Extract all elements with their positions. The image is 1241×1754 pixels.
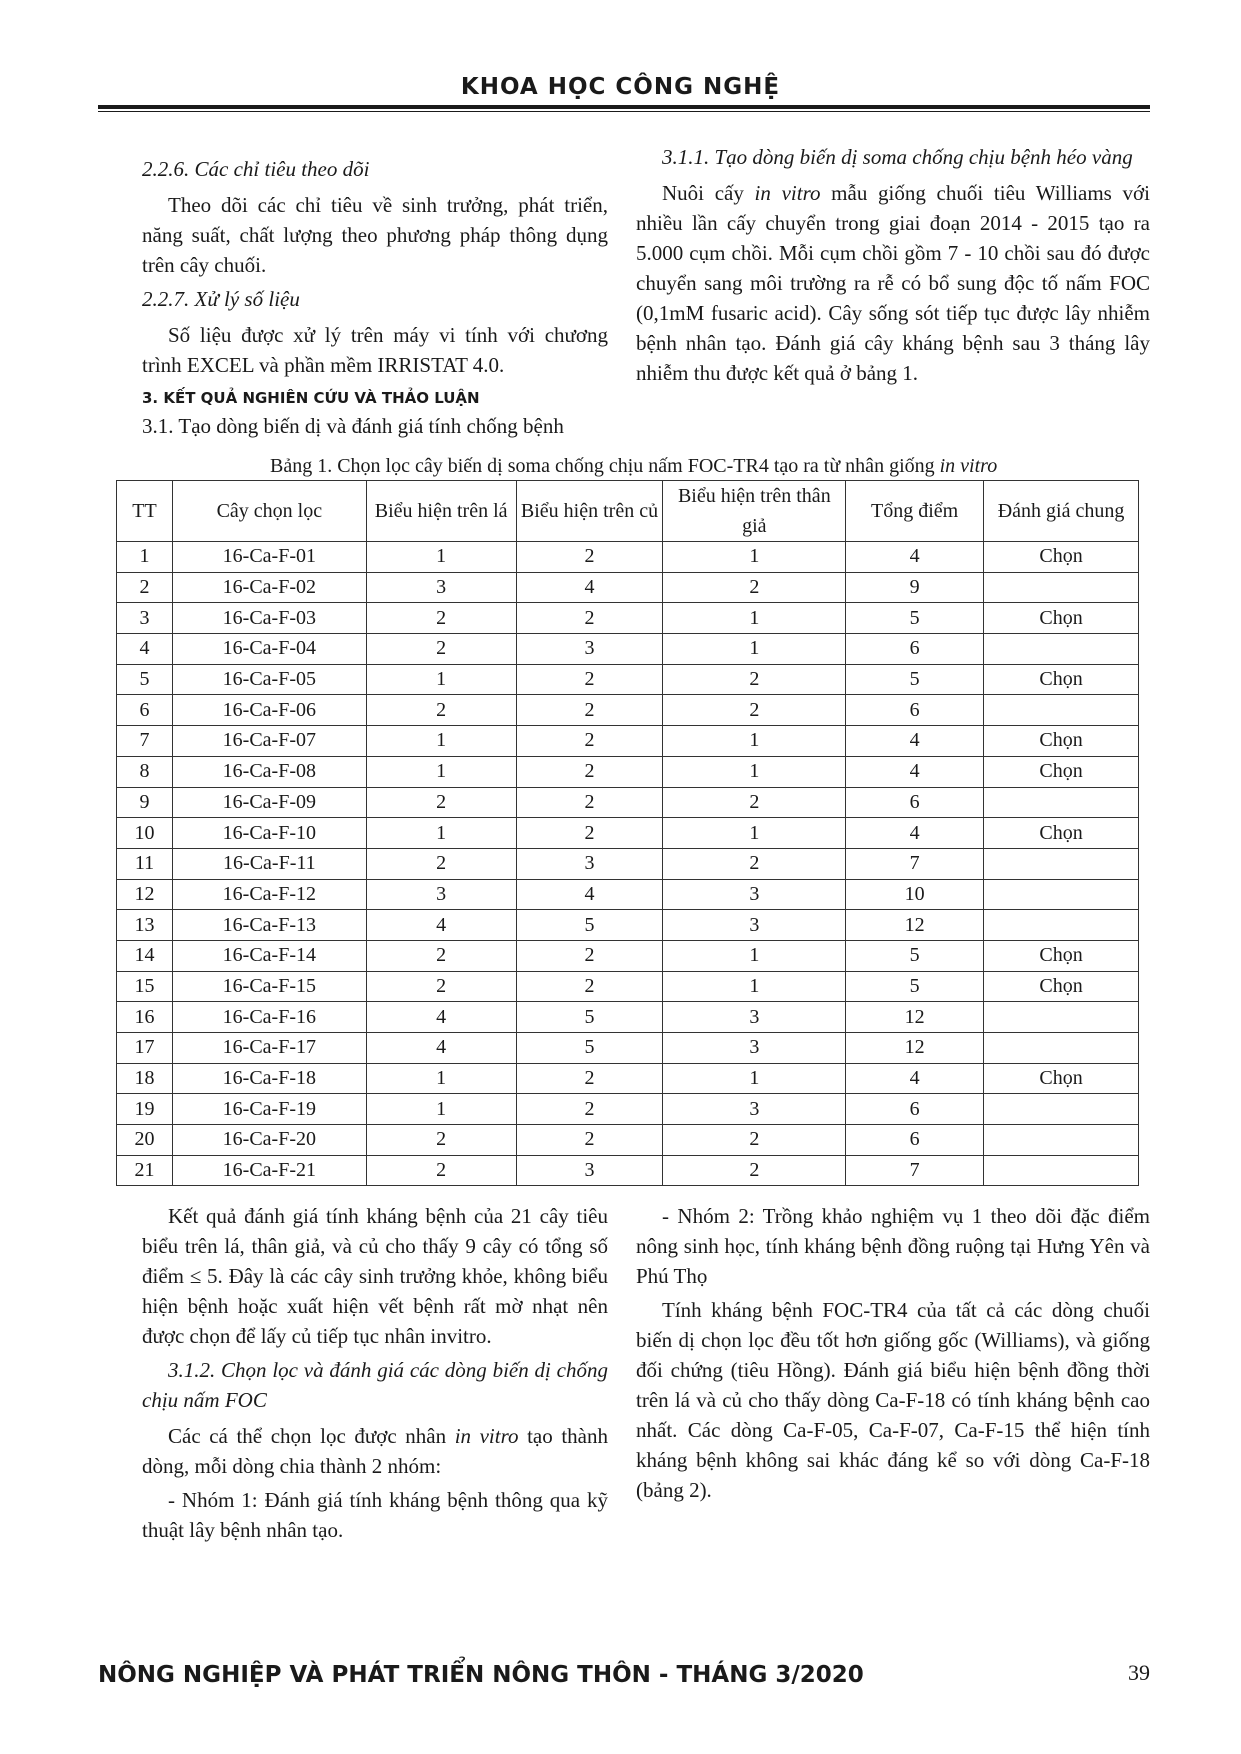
cell-tt: 16 (117, 1002, 173, 1033)
table-row (117, 542, 1139, 573)
cell-leaf: 1 (366, 542, 516, 573)
cell-total: 7 (846, 848, 984, 879)
header-plant: Cây chọn lọc (172, 481, 366, 542)
selection-table (116, 480, 1139, 1186)
cell-leaf: 1 (366, 1063, 516, 1094)
cell-total: 4 (846, 542, 984, 573)
cell-evaluation (984, 572, 1139, 603)
cell-leaf: 1 (366, 1094, 516, 1125)
cell-plant: 16-Ca-F-16 (172, 1002, 366, 1033)
table-row (117, 1033, 1139, 1064)
cell-plant: 16-Ca-F-05 (172, 664, 366, 695)
cell-evaluation (984, 634, 1139, 665)
table-row (117, 971, 1139, 1002)
cell-total: 4 (846, 1063, 984, 1094)
cell-total: 4 (846, 818, 984, 849)
cell-leaf: 1 (366, 818, 516, 849)
cell-leaf: 3 (366, 879, 516, 910)
cell-tt: 7 (117, 726, 173, 757)
cell-rhizome: 2 (516, 1063, 663, 1094)
heading-3-1-1: 3.1.1. Tạo dòng biến dị soma chống chịu bệnh héo vàng (662, 145, 1133, 169)
header-evaluation: Đánh giá chung (984, 481, 1139, 542)
cell-plant: 16-Ca-F-17 (172, 1033, 366, 1064)
cell-rhizome: 2 (516, 726, 663, 757)
table-row (117, 818, 1139, 849)
table-row (117, 572, 1139, 603)
cell-rhizome: 2 (516, 787, 663, 818)
cell-evaluation: Chọn (984, 940, 1139, 971)
header-rule (98, 105, 1150, 109)
cell-pseudostem: 2 (663, 848, 846, 879)
cell-leaf: 1 (366, 664, 516, 695)
cell-plant: 16-Ca-F-14 (172, 940, 366, 971)
cell-pseudostem: 2 (663, 787, 846, 818)
cell-tt: 18 (117, 1063, 173, 1094)
cell-plant: 16-Ca-F-20 (172, 1125, 366, 1156)
header-total: Tổng điểm (846, 481, 984, 542)
right-column-top (636, 142, 1150, 392)
paragraph-2-2-7: Số liệu được xử lý trên máy vi tính với chương trình EXCEL và phần mềm IRRISTAT 4.0. (142, 323, 608, 377)
paragraph-groups: Các cá thể chọn lọc được nhân in vitro tạo thành dòng, mỗi dòng chia thành 2 nhóm: (142, 1424, 608, 1478)
cell-evaluation: Chọn (984, 756, 1139, 787)
table-row (117, 879, 1139, 910)
cell-tt: 19 (117, 1094, 173, 1125)
cell-leaf: 2 (366, 787, 516, 818)
cell-plant: 16-Ca-F-09 (172, 787, 366, 818)
table-row (117, 664, 1139, 695)
paragraph-group-1: - Nhóm 1: Đánh giá tính kháng bệnh thông qua kỹ thuật lây bệnh nhân tạo. (142, 1488, 608, 1542)
left-column-bottom (142, 1201, 608, 1549)
cell-total: 6 (846, 1125, 984, 1156)
cell-rhizome: 2 (516, 603, 663, 634)
cell-total: 10 (846, 879, 984, 910)
cell-tt: 17 (117, 1033, 173, 1064)
cell-leaf: 2 (366, 1125, 516, 1156)
cell-leaf: 1 (366, 756, 516, 787)
cell-leaf: 4 (366, 910, 516, 941)
cell-pseudostem: 3 (663, 910, 846, 941)
cell-plant: 16-Ca-F-06 (172, 695, 366, 726)
heading-3-1-2: 3.1.2. Chọn lọc và đánh giá các dòng biến dị chống chịu nấm FOC (142, 1358, 608, 1412)
cell-total: 5 (846, 603, 984, 634)
cell-pseudostem: 3 (663, 1002, 846, 1033)
cell-plant: 16-Ca-F-15 (172, 971, 366, 1002)
cell-pseudostem: 2 (663, 1155, 846, 1186)
footer-journal-title: NÔNG NGHIỆP VÀ PHÁT TRIỂN NÔNG THÔN - THÁNG 3/2020 (98, 1662, 864, 1688)
cell-pseudostem: 1 (663, 940, 846, 971)
cell-total: 6 (846, 695, 984, 726)
cell-tt: 21 (117, 1155, 173, 1186)
cell-leaf: 2 (366, 634, 516, 665)
cell-tt: 11 (117, 848, 173, 879)
heading-2-2-6: 2.2.6. Các chỉ tiêu theo dõi (142, 157, 370, 181)
cell-total: 5 (846, 971, 984, 1002)
cell-evaluation (984, 1094, 1139, 1125)
table-row (117, 910, 1139, 941)
cell-pseudostem: 1 (663, 756, 846, 787)
cell-plant: 16-Ca-F-11 (172, 848, 366, 879)
cell-rhizome: 2 (516, 1094, 663, 1125)
table-row (117, 787, 1139, 818)
cell-pseudostem: 2 (663, 664, 846, 695)
table-row (117, 1094, 1139, 1125)
table-row (117, 1155, 1139, 1186)
table-row (117, 1002, 1139, 1033)
cell-total: 4 (846, 726, 984, 757)
cell-tt: 5 (117, 664, 173, 695)
cell-rhizome: 5 (516, 910, 663, 941)
table-row (117, 1063, 1139, 1094)
cell-rhizome: 2 (516, 1125, 663, 1156)
cell-evaluation (984, 848, 1139, 879)
table-caption: Bảng 1. Chọn lọc cây biến dị soma chống chịu nấm FOC-TR4 tạo ra từ nhân giống in vitro (270, 455, 998, 477)
cell-tt: 20 (117, 1125, 173, 1156)
cell-tt: 2 (117, 572, 173, 603)
table-row (117, 634, 1139, 665)
cell-tt: 14 (117, 940, 173, 971)
cell-leaf: 1 (366, 726, 516, 757)
cell-pseudostem: 1 (663, 971, 846, 1002)
page-number: 39 (1128, 1660, 1150, 1685)
heading-2-2-7: 2.2.7. Xử lý số liệu (142, 287, 300, 311)
table-row (117, 756, 1139, 787)
paragraph-2-2-6: Theo dõi các chỉ tiêu về sinh trưởng, phát triển, năng suất, chất lượng theo phương pháp thông dụng trên cây chuối. (142, 193, 608, 277)
cell-total: 12 (846, 910, 984, 941)
cell-pseudostem: 2 (663, 695, 846, 726)
cell-pseudostem: 3 (663, 879, 846, 910)
cell-rhizome: 3 (516, 1155, 663, 1186)
cell-total: 7 (846, 1155, 984, 1186)
cell-plant: 16-Ca-F-12 (172, 879, 366, 910)
table-row (117, 1125, 1139, 1156)
cell-pseudostem: 1 (663, 634, 846, 665)
cell-plant: 16-Ca-F-01 (172, 542, 366, 573)
cell-pseudostem: 3 (663, 1033, 846, 1064)
cell-rhizome: 2 (516, 664, 663, 695)
cell-leaf: 2 (366, 1155, 516, 1186)
section-3-heading: 3. KẾT QUẢ NGHIÊN CỨU VÀ THẢO LUẬN (142, 389, 480, 407)
header-pseudostem: Biểu hiện trên thân giả (663, 481, 846, 542)
cell-evaluation: Chọn (984, 971, 1139, 1002)
cell-rhizome: 2 (516, 542, 663, 573)
table-row (117, 726, 1139, 757)
cell-rhizome: 4 (516, 879, 663, 910)
header-rule-thin (98, 111, 1150, 112)
paragraph-3-1-1: Nuôi cấy in vitro mẫu giống chuối tiêu Williams với nhiều lần cấy chuyển trong giai đoạn 2014 - 2015 tạo ra 5.000 cụm chồi. Mỗi cụm chồi gồm 7 - 10 chồi sau đó được chuyển sang môi trường ra rễ có bổ sung độc tố nấm FOC (0,1mM fusaric acid). Cây sống sót tiếp tục được lây nhiễm bệnh nhân tạo. Đánh giá cây kháng bệnh sau 3 tháng lây nhiễm thu được kết quả ở bảng 1. (636, 181, 1150, 385)
cell-total: 6 (846, 787, 984, 818)
cell-rhizome: 5 (516, 1033, 663, 1064)
table-header-row (117, 481, 1139, 542)
cell-evaluation (984, 787, 1139, 818)
cell-tt: 12 (117, 879, 173, 910)
table-row (117, 848, 1139, 879)
cell-pseudostem: 1 (663, 726, 846, 757)
cell-leaf: 2 (366, 695, 516, 726)
cell-total: 5 (846, 940, 984, 971)
cell-rhizome: 3 (516, 634, 663, 665)
right-column-bottom (636, 1201, 1150, 1509)
cell-tt: 10 (117, 818, 173, 849)
cell-rhizome: 4 (516, 572, 663, 603)
cell-evaluation: Chọn (984, 603, 1139, 634)
cell-tt: 4 (117, 634, 173, 665)
heading-3-1: 3.1. Tạo dòng biến dị và đánh giá tính chống bệnh (142, 414, 564, 438)
cell-pseudostem: 1 (663, 542, 846, 573)
table-row (117, 603, 1139, 634)
cell-total: 12 (846, 1033, 984, 1064)
cell-plant: 16-Ca-F-07 (172, 726, 366, 757)
cell-pseudostem: 2 (663, 1125, 846, 1156)
cell-leaf: 2 (366, 848, 516, 879)
cell-plant: 16-Ca-F-04 (172, 634, 366, 665)
paragraph-results: Kết quả đánh giá tính kháng bệnh của 21 cây tiêu biểu trên lá, thân giả, và củ cho thấy 9 cây có tổng số điểm ≤ 5. Đây là các cây sinh trưởng khỏe, không biểu hiện bệnh hoặc xuất hiện vết bệnh rất mờ nhạt nên được chọn để lấy củ tiếp tục nhân invitro. (142, 1204, 608, 1348)
cell-leaf: 3 (366, 572, 516, 603)
cell-total: 4 (846, 756, 984, 787)
cell-plant: 16-Ca-F-19 (172, 1094, 366, 1125)
cell-tt: 9 (117, 787, 173, 818)
cell-pseudostem: 3 (663, 1094, 846, 1125)
cell-rhizome: 2 (516, 756, 663, 787)
cell-pseudostem: 1 (663, 818, 846, 849)
cell-leaf: 2 (366, 603, 516, 634)
cell-pseudostem: 1 (663, 1063, 846, 1094)
cell-rhizome: 2 (516, 940, 663, 971)
cell-evaluation: Chọn (984, 664, 1139, 695)
cell-evaluation: Chọn (984, 726, 1139, 757)
cell-evaluation (984, 1125, 1139, 1156)
journal-section-title: KHOA HỌC CÔNG NGHỆ (460, 74, 781, 100)
cell-total: 5 (846, 664, 984, 695)
table-row (117, 695, 1139, 726)
table-row (117, 940, 1139, 971)
header-rhizome: Biểu hiện trên củ (516, 481, 663, 542)
cell-tt: 13 (117, 910, 173, 941)
cell-plant: 16-Ca-F-13 (172, 910, 366, 941)
cell-plant: 16-Ca-F-18 (172, 1063, 366, 1094)
cell-total: 12 (846, 1002, 984, 1033)
cell-leaf: 2 (366, 971, 516, 1002)
cell-total: 6 (846, 1094, 984, 1125)
cell-rhizome: 3 (516, 848, 663, 879)
cell-evaluation (984, 1033, 1139, 1064)
cell-rhizome: 2 (516, 818, 663, 849)
cell-total: 9 (846, 572, 984, 603)
cell-pseudostem: 2 (663, 572, 846, 603)
paragraph-resistance: Tính kháng bệnh FOC-TR4 của tất cả các dòng chuối biến dị chọn lọc đều tốt hơn giống gốc (Williams), và giống đối chứng (tiêu Hồng). Đánh giá biểu hiện bệnh đồng thời trên lá và củ cho thấy dòng Ca-F-18 có tính kháng bệnh cao nhất. Các dòng Ca-F-05, Ca-F-07, Ca-F-15 thể hiện tính kháng bệnh không sai khác đáng kể so với dòng Ca-F-18 (bảng 2). (636, 1298, 1150, 1502)
cell-pseudostem: 1 (663, 603, 846, 634)
cell-evaluation (984, 879, 1139, 910)
cell-rhizome: 5 (516, 1002, 663, 1033)
cell-plant: 16-Ca-F-08 (172, 756, 366, 787)
cell-tt: 8 (117, 756, 173, 787)
cell-plant: 16-Ca-F-10 (172, 818, 366, 849)
cell-evaluation (984, 1002, 1139, 1033)
cell-evaluation (984, 695, 1139, 726)
cell-leaf: 4 (366, 1002, 516, 1033)
cell-rhizome: 2 (516, 971, 663, 1002)
left-column-top (142, 154, 608, 444)
cell-tt: 15 (117, 971, 173, 1002)
cell-total: 6 (846, 634, 984, 665)
cell-tt: 3 (117, 603, 173, 634)
cell-evaluation: Chọn (984, 818, 1139, 849)
cell-evaluation (984, 910, 1139, 941)
cell-evaluation: Chọn (984, 1063, 1139, 1094)
cell-rhizome: 2 (516, 695, 663, 726)
cell-plant: 16-Ca-F-21 (172, 1155, 366, 1186)
cell-tt: 1 (117, 542, 173, 573)
table-body (117, 542, 1139, 1186)
header-tt: TT (117, 481, 173, 542)
cell-leaf: 4 (366, 1033, 516, 1064)
cell-evaluation (984, 1155, 1139, 1186)
cell-tt: 6 (117, 695, 173, 726)
cell-plant: 16-Ca-F-02 (172, 572, 366, 603)
cell-plant: 16-Ca-F-03 (172, 603, 366, 634)
header-leaf: Biểu hiện trên lá (366, 481, 516, 542)
cell-evaluation: Chọn (984, 542, 1139, 573)
paragraph-group-2: - Nhóm 2: Trồng khảo nghiệm vụ 1 theo dõi đặc điểm nông sinh học, tính kháng bệnh đồng ruộng tại Hưng Yên và Phú Thọ (636, 1204, 1150, 1288)
cell-leaf: 2 (366, 940, 516, 971)
